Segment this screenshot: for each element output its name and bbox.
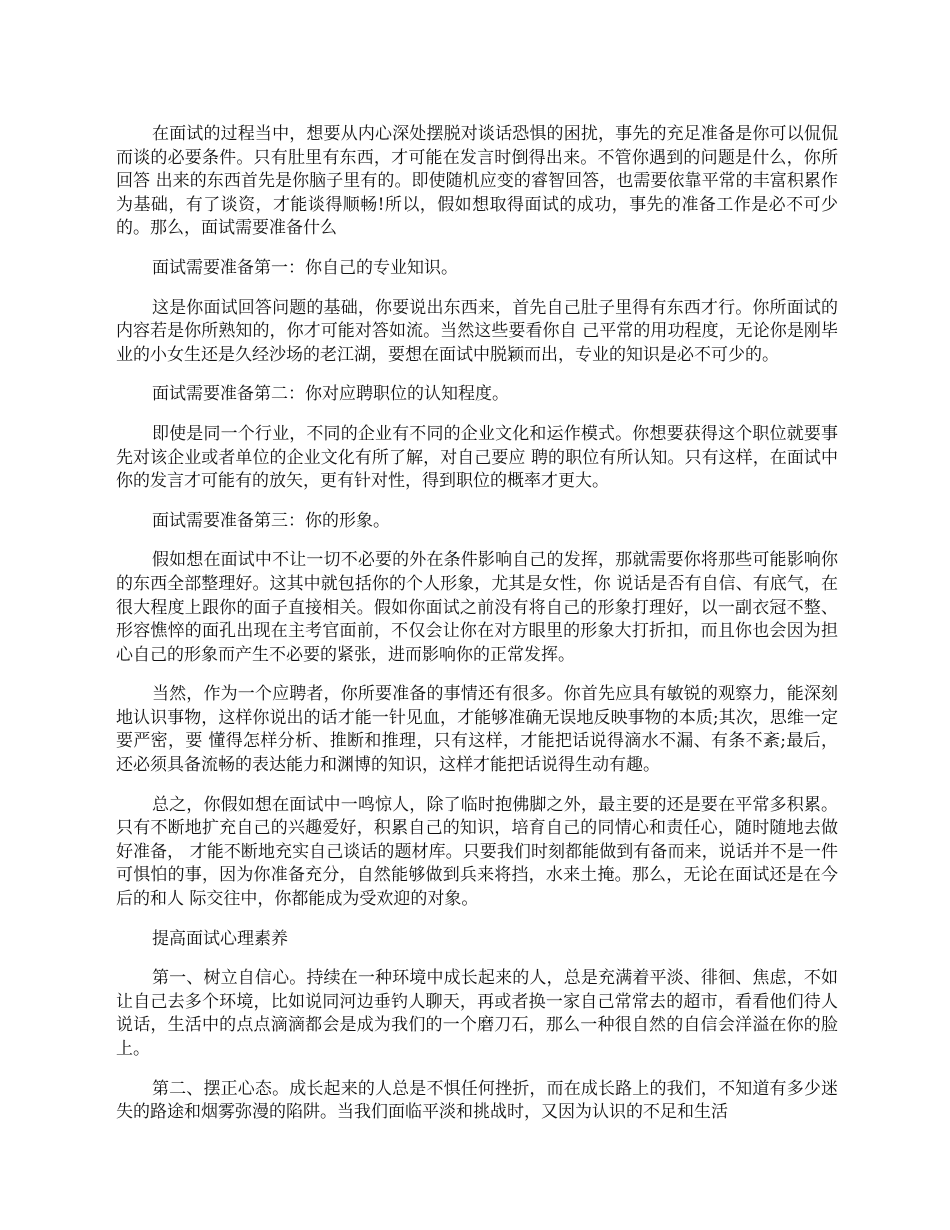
document-body [116,123,838,1141]
paragraph-other-preparation: 当然，作为一个应聘者，你所要准备的事情还有很多。你首先应具有敏锐的观察力，能深刻地认识事物，这样你说出的话才能一针见血，才能够准确无误地反映事物的本质;其次，思维一定要严密，要 懂得怎样分析、推断和推理，只有这样，才能把话说得滴水不漏、有条不紊;最后，还必须具备流畅的表达能力和渊博的知识，这样才能把话说得生动有趣。 [116,684,838,776]
paragraph-summary: 总之，你假如想在面试中一鸣惊人，除了临时抱佛脚之外，最主要的还是要在平常多积累。只有不断地扩充自己的兴趣爱好，积累自己的知识，培育自己的同情心和责任心，随时随地去做好准备， 才能不断地充实自己谈话的题材库。只要我们时刻都能做到有备而来，说话并不是一件可惧怕的事，因为你准备充分，自然能够做到兵来将挡，水来土掩。那么，无论在面试还是在今后的和人 际交往中，你都能成为受欢迎的对象。 [116,794,838,910]
paragraph-mindset: 第二、摆正心态。成长起来的人总是不惧任何挫折，而在成长路上的我们，不知道有多少迷失的路途和烟雾弥漫的陷阱。当我们面临平淡和挑战时，又因为认识的不足和生活 [116,1078,838,1123]
heading-prep-first: 面试需要准备第一：你自己的专业知识。 [152,257,458,278]
heading-prep-second: 面试需要准备第二：你对应聘职位的认知程度。 [152,384,509,405]
paragraph-professional-knowledge: 这是你面试回答问题的基础，你要说出东西来，首先自己肚子里得有东西才行。你所面试的内容若是你所熟知的，你才可能对答如流。当然这些要看你自 己平常的用功程度，无论你是刚毕业的小女生还是久经沙场的老江湖，要想在面试中脱颖而出，专业的知识是必不可少的。 [116,297,838,365]
heading-psychology: 提高面试心理素养 [152,928,288,949]
paragraph-appearance: 假如想在面试中不让一切不必要的外在条件影响自己的发挥，那就需要你将那些可能影响你的东西全部整理好。这其中就包括你的个人形象，尤其是女性，你 说话是否有自信、有底气，在很大程度上跟你的面子直接相关。假如你面试之前没有将自己的形象打理好，以一副衣冠不整、形容憔悴的面孔出现在主考官面前，不仅会让你在对方眼里的形象大打折扣，而且你也会因为担心自己的形象而产生不必要的紧张，进而影响你的正常发挥。 [116,550,838,665]
paragraph-position-awareness: 即使是同一个行业，不同的企业有不同的企业文化和运作模式。你想要获得这个职位就要事先对该企业或者单位的企业文化有所了解，对自己要应 聘的职位有所认知。只有这样，在面试中你的发言才可能有的放矢，更有针对性，得到职位的概率才更大。 [116,423,838,492]
heading-prep-third: 面试需要准备第三：你的形象。 [152,510,390,531]
paragraph-self-confidence: 第一、树立自信心。持续在一种环境中成长起来的人，总是充满着平淡、徘徊、焦虑，不如让自己去多个环境，比如说同河边垂钓人聊天，再或者换一家自己常常去的超市，看看他们待人说话，生活中的点点滴滴都会是成为我们的一个磨刀石，那么一种很自然的自信会洋溢在你的脸上。 [116,968,838,1059]
paragraph-intro: 在面试的过程当中，想要从内心深处摆脱对谈话恐惧的困扰，事先的充足准备是你可以侃侃而谈的必要条件。只有肚里有东西，才可能在发言时倒得出来。不管你遇到的问题是什么，你所回答 出来的东西首先是你脑子里有的。即使随机应变的睿智回答，也需要依靠平常的丰富积累作为基础，有了谈资，才能谈得顺畅!所以，假如想取得面试的成功，事先的准备工作是必不可少的。那么，面试需要准备什么 [116,124,838,239]
